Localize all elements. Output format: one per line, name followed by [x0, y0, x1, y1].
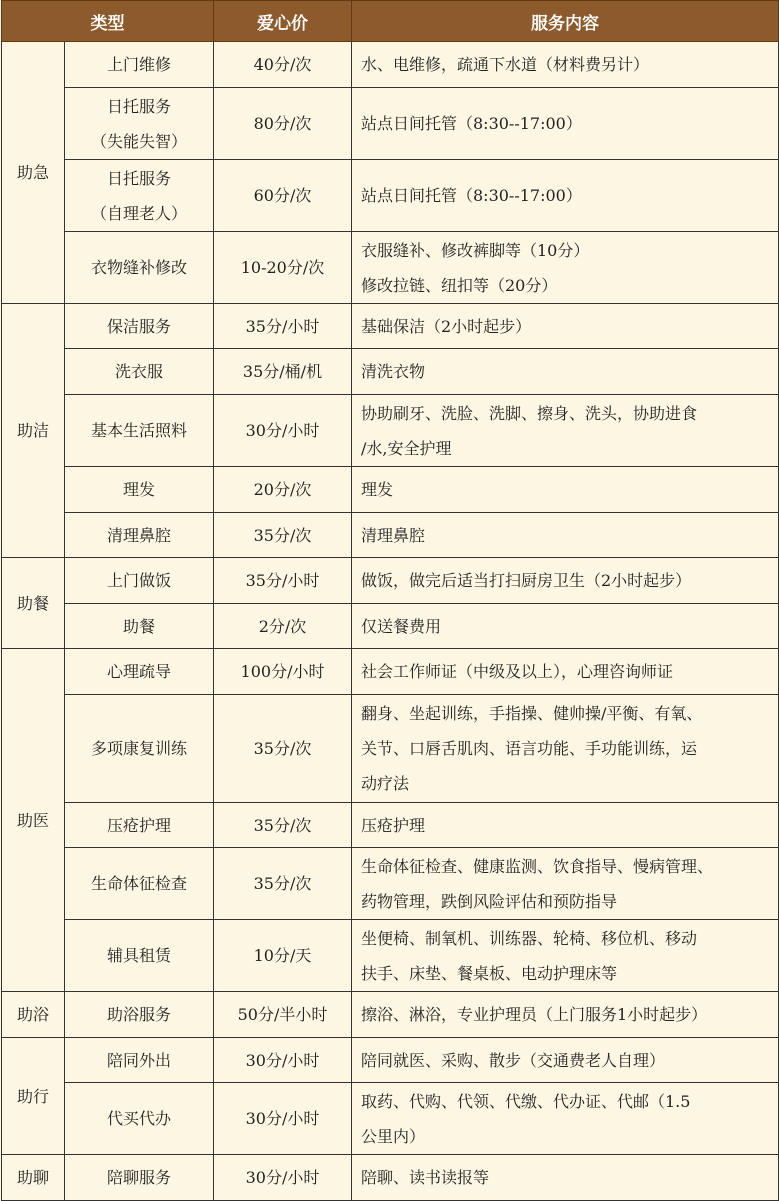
price-cell: 20分/次	[214, 467, 352, 513]
service-name-cell	[65, 304, 214, 349]
price-cell: 35分/次	[214, 803, 352, 848]
service-name-line: 心理疏导	[106, 662, 171, 681]
service-name-cell	[65, 232, 214, 304]
service-content-line: 水、电维修，疏通下水道（材料费另计）	[361, 55, 650, 74]
service-name-cell	[65, 42, 214, 88]
price-cell: 30分/小时	[214, 395, 352, 467]
service-name-cell	[65, 160, 214, 232]
price-cell: 35分/小时	[214, 558, 352, 604]
price-cell: 30分/小时	[214, 1155, 352, 1201]
service-content-cell	[352, 848, 779, 920]
service-content-line: 陪聊、读书读报等	[361, 1168, 490, 1187]
header-content: 服务内容	[352, 1, 779, 42]
table-row	[2, 160, 779, 232]
price-cell: 40分/次	[214, 42, 352, 88]
service-content-line: 理发	[361, 480, 394, 499]
service-content-line: 社会工作师证（中级及以上），心理咨询师证	[361, 662, 674, 681]
category-cell: 助洁	[2, 304, 65, 558]
table-body	[2, 42, 779, 1201]
table-row	[2, 604, 779, 649]
price-cell: 35分/小时	[214, 304, 352, 349]
table-row	[2, 558, 779, 604]
service-content-cell	[352, 604, 779, 649]
service-content-line: 关节、口唇舌肌肉、语言功能、手功能训练，运	[361, 739, 698, 758]
service-content-line: 站点日间托管（8:30--17:00）	[361, 186, 582, 205]
service-content-line: 动疗法	[361, 774, 410, 793]
category-cell: 助急	[2, 42, 65, 304]
service-content-line: 坐便椅、制氧机、训练器、轮椅、移位机、移动	[361, 928, 698, 948]
price-cell: 30分/小时	[214, 1038, 352, 1083]
service-name-line: 日托服务	[106, 96, 171, 116]
service-name-line: 衣物缝补修改	[90, 258, 187, 277]
table-row	[2, 992, 779, 1038]
service-name-line: 生命体征检查	[90, 874, 187, 893]
service-name-cell	[65, 1083, 214, 1155]
service-name-line: 上门维修	[106, 55, 171, 74]
service-content-cell	[352, 649, 779, 695]
table-row	[2, 649, 779, 695]
table-row	[2, 232, 779, 304]
service-content-line: 擦浴、淋浴，专业护理员（上门服务1小时起步）	[361, 1005, 708, 1024]
table-row	[2, 1083, 779, 1155]
service-content-cell	[352, 1155, 779, 1201]
price-cell: 100分/小时	[214, 649, 352, 695]
service-content-line: 协助刷牙、洗脸、洗脚、擦身、洗头，协助进食	[361, 403, 698, 423]
table-row	[2, 304, 779, 349]
service-content-line: 清理鼻腔	[361, 525, 426, 545]
price-cell: 50分/半小时	[214, 992, 352, 1038]
service-content-line: 清洗衣物	[361, 362, 426, 381]
service-content-cell	[352, 349, 779, 395]
table-row	[2, 88, 779, 160]
service-name-line: 清理鼻腔	[106, 525, 171, 545]
category-cell: 助浴	[2, 992, 65, 1038]
service-name-cell	[65, 467, 214, 513]
service-content-line: 做饭，做完后适当打扫厨房卫生（2小时起步）	[361, 571, 692, 590]
service-name-cell	[65, 1155, 214, 1201]
service-content-cell	[352, 1083, 779, 1155]
table-row	[2, 1038, 779, 1083]
service-content-cell	[352, 232, 779, 304]
service-content-line: 取药、代购、代领、代缴、代办证、代邮（1.5	[361, 1091, 691, 1111]
service-content-cell	[352, 803, 779, 848]
service-content-cell	[352, 695, 779, 803]
table-row	[2, 42, 779, 88]
service-name-line: 压疮护理	[106, 815, 171, 835]
service-content-line: 修改拉链、纽扣等（20分）	[361, 275, 558, 295]
service-content-line: 陪同就医、采购、散步（交通费老人自理）	[361, 1050, 666, 1070]
service-name-cell	[65, 803, 214, 848]
service-content-line: 衣服缝补、修改裤脚等（10分）	[361, 240, 590, 260]
service-name-line: 上门做饭	[106, 571, 171, 590]
table-row	[2, 695, 779, 803]
service-content-cell	[352, 558, 779, 604]
service-name-line: 代买代办	[106, 1109, 171, 1128]
service-name-line: 陪聊服务	[106, 1168, 171, 1187]
price-cell: 10-20分/次	[214, 232, 352, 304]
service-content-line: 翻身、坐起训练，手指操、健帅操/平衡、有氧、	[361, 704, 703, 723]
service-name-cell	[65, 1038, 214, 1083]
price-cell: 30分/小时	[214, 1083, 352, 1155]
service-price-table	[1, 0, 779, 1201]
service-name-cell	[65, 395, 214, 467]
service-name-cell	[65, 695, 214, 803]
service-name-line: （自理老人）	[90, 203, 187, 223]
header-price: 爱心价	[214, 1, 352, 42]
service-content-line: 基础保洁（2小时起步）	[361, 316, 532, 336]
table-row	[2, 349, 779, 395]
price-cell: 60分/次	[214, 160, 352, 232]
service-content-cell	[352, 992, 779, 1038]
service-content-cell	[352, 513, 779, 558]
service-name-line: 助餐	[122, 616, 155, 636]
service-content-line: 药物管理，跌倒风险评估和预防指导	[361, 891, 618, 911]
header-row	[2, 1, 779, 42]
table-row	[2, 395, 779, 467]
category-cell: 助医	[2, 649, 65, 992]
service-name-line: 理发	[122, 480, 155, 499]
service-name-line: 日托服务	[106, 168, 171, 188]
service-name-line: 多项康复训练	[90, 739, 187, 758]
service-name-cell	[65, 848, 214, 920]
price-cell: 35分/桶/机	[214, 349, 352, 395]
service-name-line: 辅具租赁	[106, 946, 171, 965]
service-content-line: 公里内）	[361, 1126, 426, 1146]
service-content-cell	[352, 1038, 779, 1083]
service-content-cell	[352, 467, 779, 513]
price-cell: 35分/次	[214, 513, 352, 558]
service-content-line: 仅送餐费用	[361, 616, 442, 636]
table-row	[2, 1155, 779, 1201]
service-name-line: 基本生活照料	[90, 421, 187, 440]
service-content-line: 压疮护理	[361, 815, 426, 835]
service-content-line: 站点日间托管（8:30--17:00）	[361, 114, 582, 133]
service-content-cell	[352, 304, 779, 349]
price-cell: 80分/次	[214, 88, 352, 160]
service-name-cell	[65, 88, 214, 160]
price-cell: 2分/次	[214, 604, 352, 649]
category-cell: 助聊	[2, 1155, 65, 1201]
price-cell: 10分/天	[214, 920, 352, 992]
service-name-cell	[65, 992, 214, 1038]
category-cell: 助行	[2, 1038, 65, 1155]
service-name-cell	[65, 920, 214, 992]
service-content-cell	[352, 88, 779, 160]
table-row	[2, 467, 779, 513]
service-content-cell	[352, 42, 779, 88]
header-type: 类型	[2, 1, 214, 42]
table-row	[2, 920, 779, 992]
table-row	[2, 513, 779, 558]
service-content-line: /水,安全护理	[361, 438, 452, 458]
service-name-line: 洗衣服	[114, 362, 163, 381]
table-row	[2, 803, 779, 848]
service-name-cell	[65, 513, 214, 558]
category-cell: 助餐	[2, 558, 65, 649]
service-content-line: 扶手、床垫、餐桌板、电动护理床等	[361, 963, 618, 983]
service-content-cell	[352, 920, 779, 992]
service-name-cell	[65, 649, 214, 695]
service-name-cell	[65, 604, 214, 649]
service-name-line: 助浴服务	[106, 1005, 171, 1024]
service-name-line: （失能失智）	[90, 131, 187, 151]
service-name-cell	[65, 349, 214, 395]
service-content-cell	[352, 160, 779, 232]
table-row	[2, 848, 779, 920]
service-content-line: 生命体征检查、健康监测、饮食指导、慢病管理、	[361, 856, 714, 876]
service-content-cell	[352, 395, 779, 467]
price-cell: 35分/次	[214, 848, 352, 920]
service-name-line: 陪同外出	[106, 1050, 171, 1070]
price-cell: 35分/次	[214, 695, 352, 803]
service-name-line: 保洁服务	[106, 316, 171, 336]
service-name-cell	[65, 558, 214, 604]
